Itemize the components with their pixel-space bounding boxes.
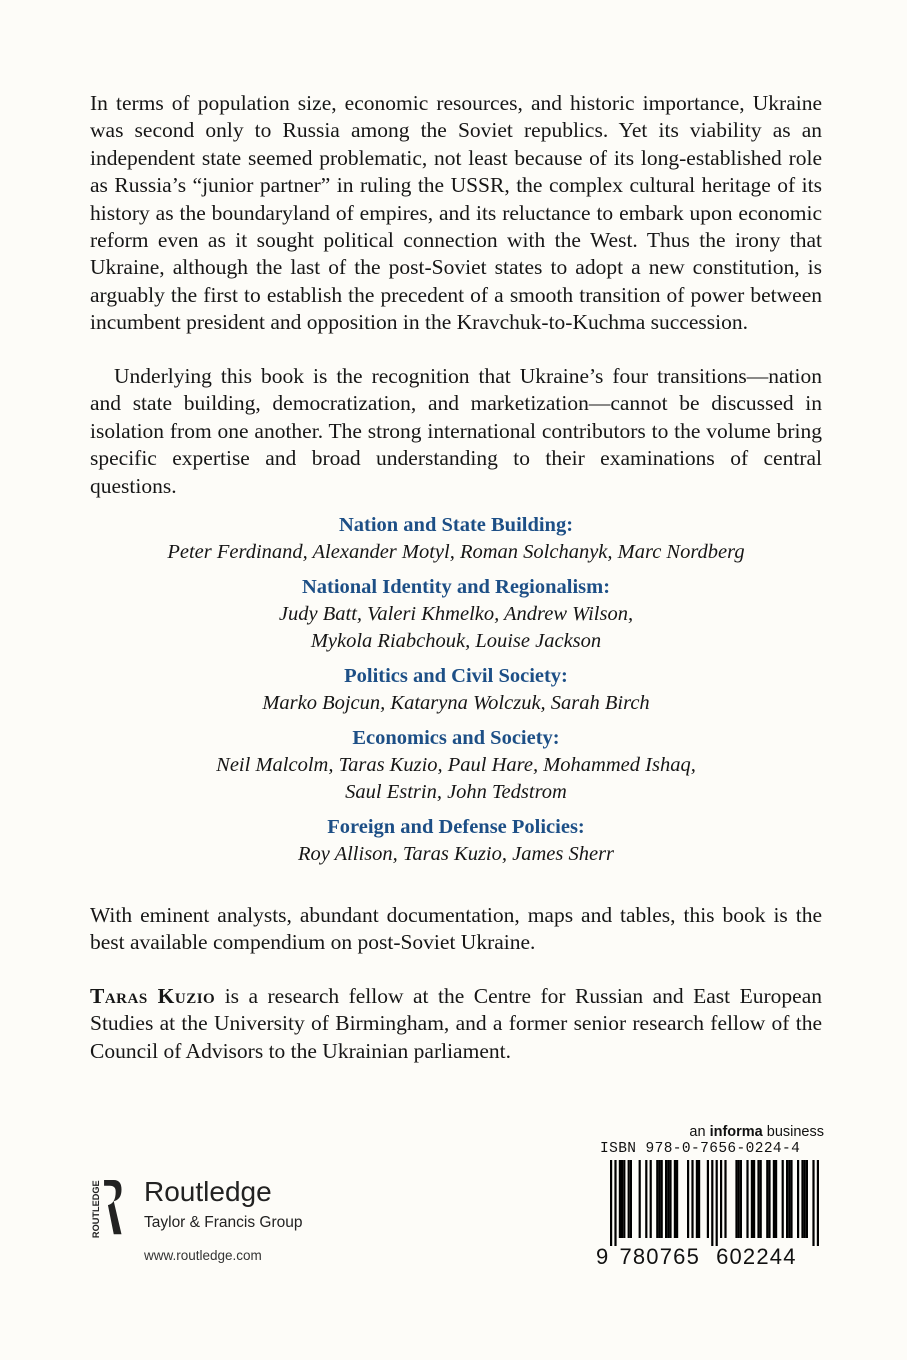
section-contributors: Mykola Riabchouk, Louise Jackson [310, 630, 602, 652]
logo-vertical-text: ROUTLEDGE [91, 1180, 102, 1239]
barcode-bar [619, 1160, 621, 1238]
barcode-bar [614, 1160, 616, 1246]
author-paragraph [90, 983, 822, 1065]
section-national-identity [90, 574, 822, 655]
barcode-bar [716, 1160, 718, 1246]
barcode-bar [661, 1160, 663, 1238]
section-contributors: Peter Ferdinand, Alexander Motyl, Roman Solchanyk, Marc Nordberg [167, 541, 745, 563]
publisher-url: www.routledge.com [144, 1248, 262, 1263]
summary-paragraph [90, 902, 822, 957]
publisher-logo [88, 1178, 318, 1278]
barcode-bar [751, 1160, 753, 1238]
barcode-digits [596, 1244, 824, 1270]
barcode-digits-right: 602244 [716, 1244, 797, 1269]
author-bio [90, 983, 822, 1065]
publisher-group: Taylor & Francis Group [144, 1214, 303, 1231]
barcode-bar [628, 1160, 630, 1238]
barcode-bar [806, 1160, 808, 1238]
underlying-paragraph [90, 363, 822, 500]
barcode-bar [630, 1160, 632, 1238]
author-bio-text: is a research fellow at the Centre for Russian and East European Studies at the University of Birmingham, and a former senior research fellow of the Council of Advisors to the Ukrainian parliament. [90, 984, 822, 1063]
informa-tagline: an informa business [689, 1124, 824, 1140]
section-politics [90, 663, 822, 717]
barcode-bar [711, 1160, 713, 1246]
underlying-text: Underlying this book is the recognition that Ukraine’s four transitions—nation and state building, democratization, and marketization—cannot be discussed in isolation from one another. The strong international contributors to the volume bring specific expertise and broad understanding to their examinations of central questions. [90, 364, 822, 498]
barcode-bar [775, 1160, 777, 1238]
barcode-bar [812, 1160, 814, 1246]
barcode-bar [786, 1160, 788, 1238]
barcode-bar [676, 1160, 678, 1238]
barcode-digits-left: 780765 [619, 1244, 701, 1269]
section-foreign-defense [90, 814, 822, 868]
barcode-bar [698, 1160, 700, 1238]
barcode-bar [768, 1160, 770, 1238]
section-heading: Politics and Civil Society: [344, 665, 568, 687]
section-heading: Economics and Society: [352, 727, 560, 749]
intro-paragraph [90, 90, 822, 337]
barcode-bar [782, 1160, 784, 1238]
section-contributors: Saul Estrin, John Tedstrom [345, 781, 567, 803]
barcode-bar [707, 1160, 709, 1238]
barcode-bar [650, 1160, 652, 1238]
barcode-bar [645, 1160, 647, 1238]
barcode-bar [658, 1160, 660, 1238]
barcode-block [596, 1124, 824, 1274]
barcode-bar [788, 1160, 790, 1238]
section-contributors: Roy Allison, Taras Kuzio, James Sherr [297, 843, 615, 865]
section-heading: National Identity and Regionalism: [301, 576, 611, 598]
barcode-bar [696, 1160, 698, 1238]
barcode-bar [760, 1160, 762, 1238]
barcode-bar [746, 1160, 748, 1238]
section-contributors: Marko Bojcun, Kataryna Wolczuk, Sarah Birch [262, 692, 650, 714]
barcode-bar [621, 1160, 623, 1238]
barcode-bar [724, 1160, 726, 1238]
publisher-name: Routledge [144, 1176, 272, 1207]
barcode-bar [735, 1160, 737, 1238]
barcode-bar [773, 1160, 775, 1238]
informa-brand: informa [709, 1124, 763, 1140]
barcode-bar [691, 1160, 693, 1238]
section-heading: Foreign and Defense Policies: [327, 816, 585, 838]
barcode-bar [639, 1160, 641, 1238]
barcode-bar [817, 1160, 819, 1246]
summary-text: With eminent analysts, abundant documentation, maps and tables, this book is the best available compendium on post-Soviet Ukraine. [90, 903, 822, 955]
barcode-bar [740, 1160, 742, 1238]
barcode-bar [665, 1160, 667, 1238]
barcode-bar [801, 1160, 803, 1238]
barcode-bar [623, 1160, 625, 1238]
barcode-bar [766, 1160, 768, 1238]
barcode-bar [674, 1160, 676, 1238]
barcode-bar [757, 1160, 759, 1238]
intro-text: In terms of population size, economic resources, and historic importance, Ukraine was second only to Russia among the Soviet republics. Yet its viability as an independent state seemed problematic, not least because of its long-established role as Russia’s “junior partner” in ruling the USSR, the complex cultural heritage of its history as the boundaryland of empires, and its reluctance to embark upon economic reform even as it sought political connection with the West. Thus the irony that Ukraine, although the last of the post-Soviet states to adopt a new constitution, is arguably the first to establish the precedent of a smooth transition of power between incumbent president and opposition in the Kravchuk-to-Kuchma succession. [90, 91, 822, 335]
barcode-bar [610, 1160, 612, 1246]
section-nation-state [90, 512, 822, 566]
section-contributors: Neil Malcolm, Taras Kuzio, Paul Hare, Mohammed Ishaq, [216, 754, 696, 776]
routledge-logo-icon [88, 1178, 124, 1240]
barcode [596, 1160, 824, 1246]
barcode-bar [667, 1160, 669, 1238]
barcode-bar [656, 1160, 658, 1238]
author-name: Taras Kuzio [90, 984, 216, 1008]
section-heading: Nation and State Building: [338, 514, 574, 536]
barcode-bar [738, 1160, 740, 1238]
barcode-bar [687, 1160, 689, 1238]
section-contributors: Judy Batt, Valeri Khmelko, Andrew Wilson, [278, 603, 634, 625]
section-economics [90, 725, 822, 806]
barcode-bar [797, 1160, 799, 1238]
contributor-sections [90, 512, 822, 876]
barcode-bar [669, 1160, 671, 1238]
barcode-bar [720, 1160, 722, 1238]
barcode-bar [804, 1160, 806, 1238]
barcode-bar [790, 1160, 792, 1238]
barcode-digit-first: 9 [596, 1244, 610, 1269]
isbn-text: ISBN 978-0-7656-0224-4 [600, 1141, 801, 1157]
barcode-bar [753, 1160, 755, 1238]
